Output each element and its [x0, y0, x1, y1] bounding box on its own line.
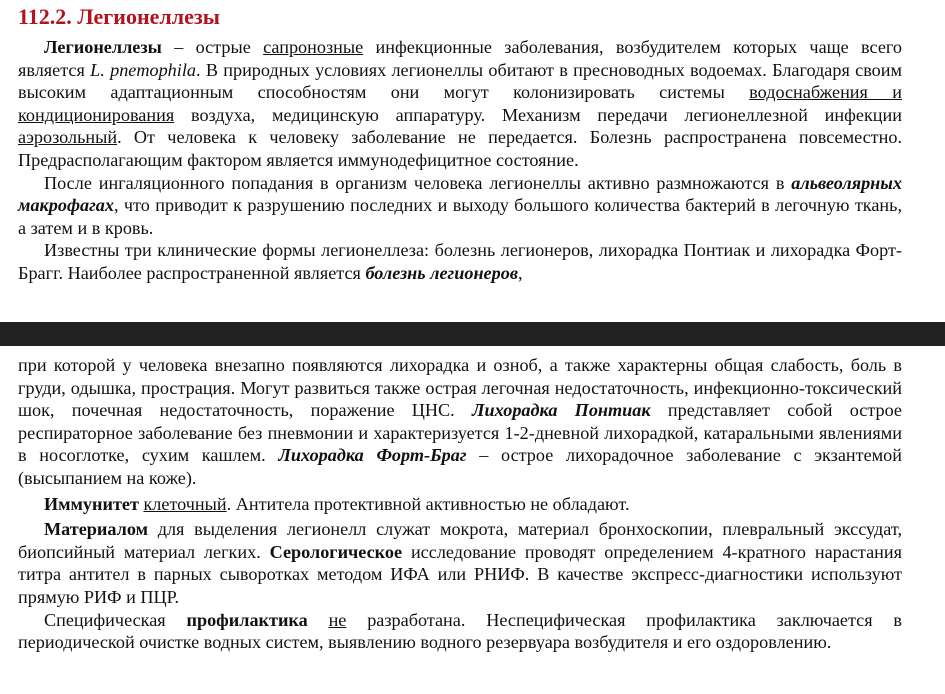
- paragraph-symptoms: при которой у человека внезапно появляются лихорадка и озноб, а также характерны общая слабость, боль в груди, одышка, прострация. Могут развиться также острая легочная недостаточность, инфекционно-токсический шок, почечная недостаточность, поражение ЦНС. Лихорадка Понтиак представляет собой острое респираторное заболевание без пневмонии и характеризуется 1-2-дневной лихорадкой, катаральными явлениями в носоглотке, сухим кашлем. Лихорадка Форт-Браг – острое лихорадочное заболевание с экзантемой (высыпанием на коже).: [18, 355, 902, 488]
- term-legionellosis: Легионеллезы: [44, 37, 162, 57]
- species-name: L. pnemophila: [90, 59, 196, 80]
- paragraph-pathogenesis: После ингаляционного попадания в организм человека легионеллы активно размножаются в альвеолярных макрофагах, что приводит к разрушению последних и выходу большого количества бактерий в легочную ткань, а затем и в кровь.: [18, 172, 902, 238]
- bottom-text-block: [18, 354, 902, 654]
- underlined-water-systems: водоснабжения и кондиционирования: [18, 82, 902, 125]
- paragraph-immunity: Иммунитет клеточный. Антитела протективной активностью не обладают.: [44, 493, 630, 514]
- paragraph-prophylaxis: Специфическая профилактика не разработана. Неспецифическая профилактика заключается в периодической очистке водных систем, выявлению водного резервуара возбудителя и его оздоровлению.: [18, 609, 902, 653]
- term-prophylaxis: профилактика: [186, 609, 308, 630]
- term-immunity: Иммунитет: [44, 493, 139, 514]
- underlined-cellular: клеточный: [143, 493, 227, 514]
- paragraph-clinical-forms: Известны три клинические формы легионеллеза: болезнь легионеров, лихорадка Понтиак и лихорадка Форт-Брагг. Наиболее распространенной является болезнь легионеров,: [18, 240, 902, 283]
- section-title: 112.2. Легионеллезы: [18, 4, 220, 29]
- emphasis-legionnaires-disease: болезнь легионеров: [365, 262, 518, 283]
- emphasis-fort-bragg-fever: Лихорадка Форт-Браг: [278, 445, 467, 466]
- paragraph-diagnostics: Материалом для выделения легионелл служат мокрота, материал бронхоскопии, плевральный экссудат, биопсийный материал легких. Серологическое исследование проводят определением 4-кратного нарастания титра антител в парных сыворотках методом ИФА или РНИФ. В качестве экспресс-диагностики используют прямую РИФ и ПЦР.: [18, 519, 902, 607]
- term-material: Материалом: [44, 519, 148, 540]
- underlined-aerosol: аэрозольный: [18, 127, 118, 148]
- term-serological: Серологическое: [269, 541, 403, 562]
- underlined-sapronotic: сапронозные: [263, 37, 364, 57]
- underlined-not: не: [328, 609, 347, 630]
- paragraph-legionellosis-definition: Легионеллезы – острые сапронозные инфекционные заболевания, возбудителем которых чаще всего является L. pnemophila. В природных условиях легионеллы обитают в пресноводных водоемах. Благодаря своим высоким адаптационным способностям они могут колонизировать системы водоснабжения и кондиционирования воздуха, медицинскую аппаратуру. Механизм передачи легионеллезной инфекции аэрозольный. От человека к человеку заболевание не передается. Болезнь распространена повсеместно. Предрасполагающим фактором является иммунодефицитное состояние.: [18, 37, 902, 170]
- emphasis-macrophages: альвеолярных макрофагах: [18, 172, 902, 216]
- page-break-bar: [0, 322, 945, 346]
- emphasis-pontiac-fever: Лихорадка Понтиак: [472, 400, 651, 421]
- page-bottom-fragment: [0, 346, 945, 694]
- top-text-block: [18, 36, 902, 285]
- page-top-fragment: [0, 0, 945, 322]
